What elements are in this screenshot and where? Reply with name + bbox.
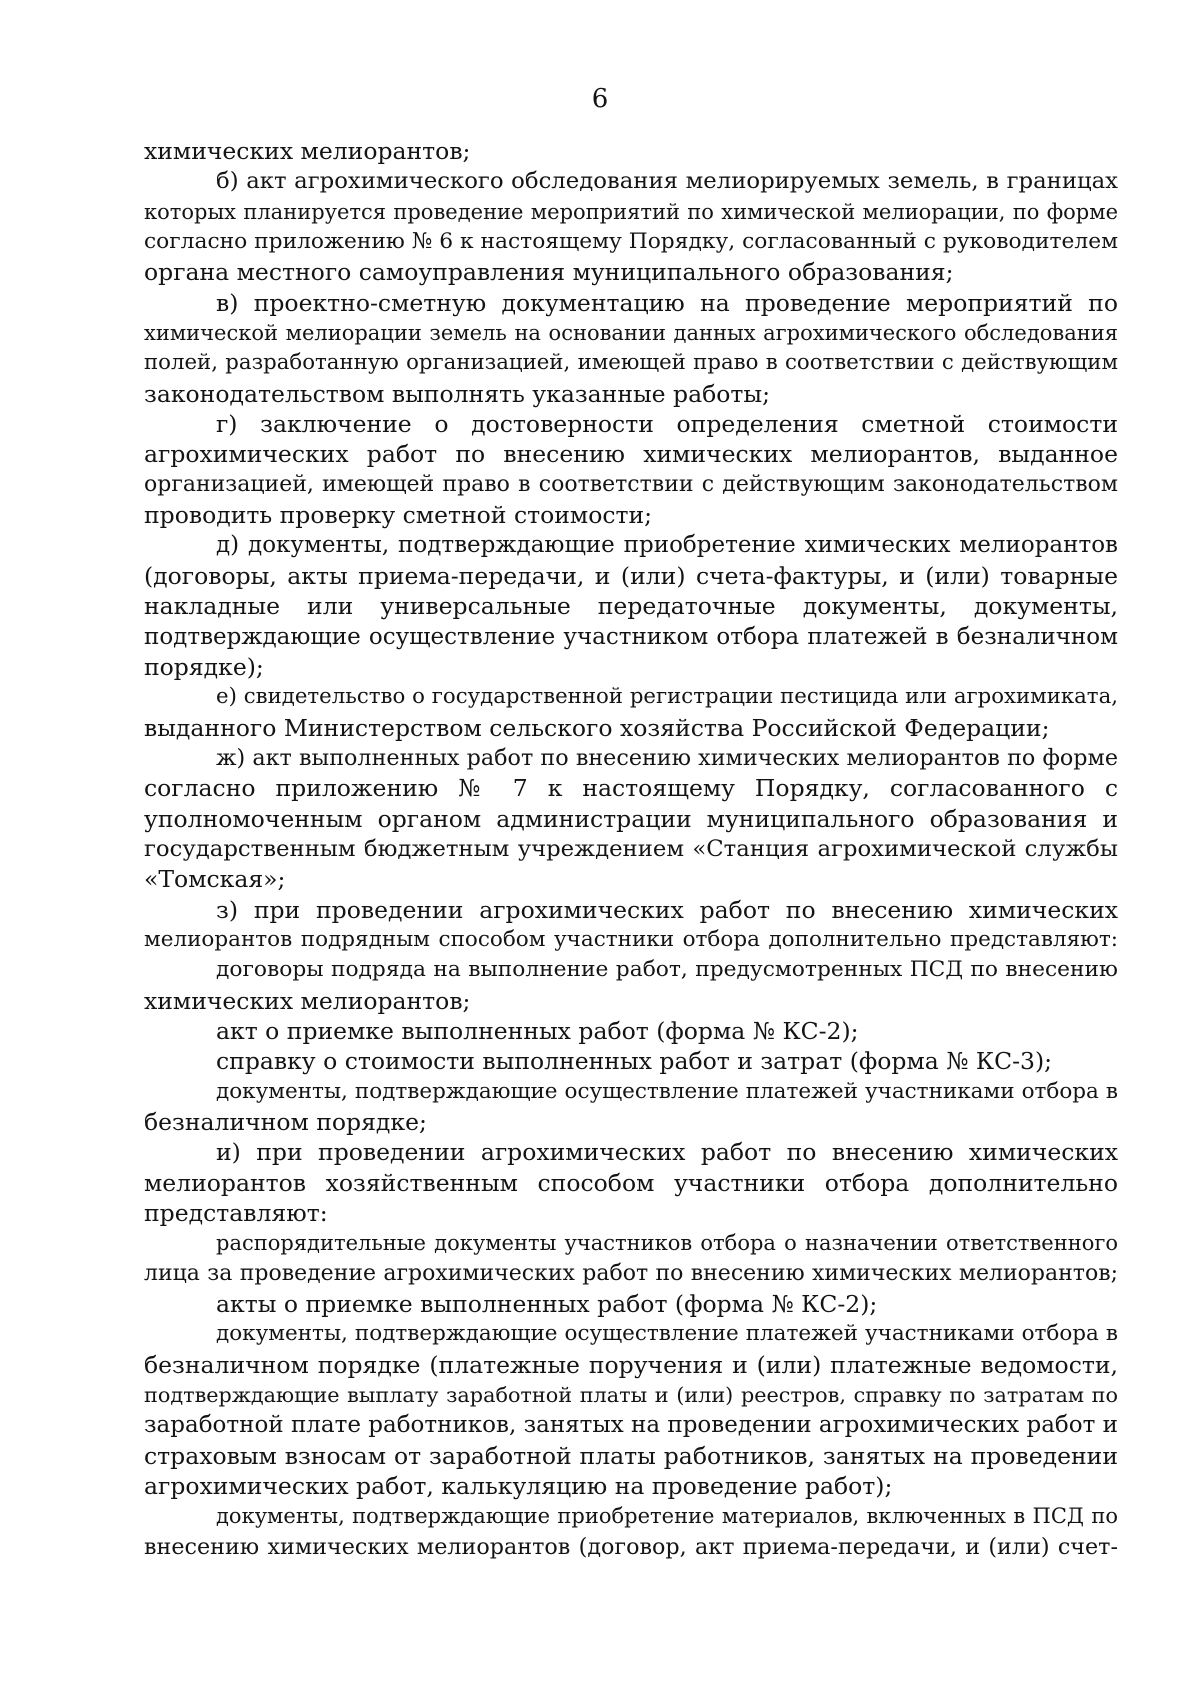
text-line: в) проектно-сметную документацию на проведение мероприятий по <box>216 288 1118 317</box>
text-line: лица за проведение агрохимических работ по внесению химических мелиорантов; <box>144 1260 1118 1286</box>
text-line: договоры подряда на выполнение работ, предусмотренных ПСД по внесению <box>216 957 1118 983</box>
text-line: мелиорантов хозяйственным способом участники отбора дополнительно <box>144 1168 1118 1197</box>
text-line: согласно приложению № 7 к настоящему Порядку, согласованного с <box>144 774 1118 803</box>
text-line: страховым взносам от заработной платы работников, занятых на проведении <box>144 1441 1118 1470</box>
text-line: (договоры, акты приема-передачи, и (или) счета-фактуры, и (или) товарные <box>144 561 1118 590</box>
text-line: законодательством выполнять указанные работы; <box>144 379 771 408</box>
text-line: порядке); <box>144 652 264 681</box>
text-line: внесению химических мелиорантов (договор, акт приема-передачи, и (или) счет- <box>144 1533 1118 1560</box>
text-line: представляют: <box>144 1199 328 1228</box>
text-line: ж) акт выполненных работ по внесению химических мелиорантов по форме <box>216 744 1118 771</box>
text-line: д) документы, подтверждающие приобретение химических мелиорантов <box>216 532 1118 559</box>
text-line: и) при проведении агрохимических работ по внесению химических <box>216 1138 1118 1167</box>
text-line: подтверждающие выплату заработной платы и (или) реестров, справку по затратам по <box>144 1383 1118 1408</box>
text-line: агрохимических работ, калькуляцию на проведение работ); <box>144 1472 893 1501</box>
page-number: 6 <box>591 84 609 114</box>
text-line: заработной плате работников, занятых на проведении агрохимических работ и <box>144 1412 1118 1439</box>
text-line: з) при проведении агрохимических работ по внесению химических <box>216 895 1118 924</box>
text-line: полей, разработанную организацией, имеющей право в соответствии с действующим <box>144 350 1118 376</box>
document-body <box>144 136 1118 1562</box>
text-line: агрохимических работ по внесению химических мелиорантов, выданное <box>144 440 1118 469</box>
text-line: безналичном порядке; <box>144 1108 427 1136</box>
text-line: распорядительные документы участников отбора о назначении ответственного <box>216 1231 1118 1256</box>
text-line: уполномоченным органом администрации муниципального образования и <box>144 804 1118 833</box>
text-line: химических мелиорантов; <box>144 137 471 165</box>
text-line: б) акт агрохимического обследования мелиорируемых земель, в границах <box>216 168 1118 195</box>
text-line: проводить проверку сметной стоимости; <box>144 501 653 530</box>
text-line: выданного Министерством сельского хозяйства Российской Федерации; <box>144 713 1050 742</box>
text-line: государственным бюджетным учреждением «Станция агрохимической службы <box>144 835 1118 862</box>
text-line: г) заключение о достоверности определения сметной стоимости <box>216 410 1118 439</box>
text-line: мелиорантов подрядным способом участники отбора дополнительно представляют: <box>144 926 1118 952</box>
text-line: документы, подтверждающие приобретение материалов, включенных в ПСД по <box>216 1504 1118 1529</box>
text-line: акт о приемке выполненных работ (форма № КС-2); <box>216 1016 859 1045</box>
text-line: которых планируется проведение мероприятий по химической мелиорации, по форме <box>144 199 1118 224</box>
text-line: справку о стоимости выполненных работ и затрат (форма № КС-3); <box>216 1047 1053 1076</box>
text-line: химической мелиорации земель на основании данных агрохимического обследования <box>144 321 1118 346</box>
text-line: согласно приложению № 6 к настоящему Порядку, согласованный с руководителем <box>144 229 1118 255</box>
text-line: документы, подтверждающие осуществление платежей участниками отбора в <box>216 1321 1118 1347</box>
text-line: подтверждающие осуществление участником отбора платежей в безналичном <box>144 623 1118 650</box>
text-line: химических мелиорантов; <box>144 986 471 1015</box>
text-line: «Томская»; <box>144 865 286 894</box>
text-line: безналичном порядке (платежные поручения и (или) платежные ведомости, <box>144 1350 1118 1379</box>
text-line: накладные или универсальные передаточные документы, документы, <box>144 592 1118 621</box>
text-line: акты о приемке выполненных работ (форма № КС-2); <box>216 1290 878 1319</box>
text-line: органа местного самоуправления муниципального образования; <box>144 258 954 287</box>
text-line: е) свидетельство о государственной регистрации пестицида или агрохимиката, <box>216 684 1118 710</box>
text-line: документы, подтверждающие осуществление платежей участниками отбора в <box>216 1078 1118 1104</box>
text-line: организацией, имеющей право в соответствии с действующим законодательством <box>144 471 1118 497</box>
